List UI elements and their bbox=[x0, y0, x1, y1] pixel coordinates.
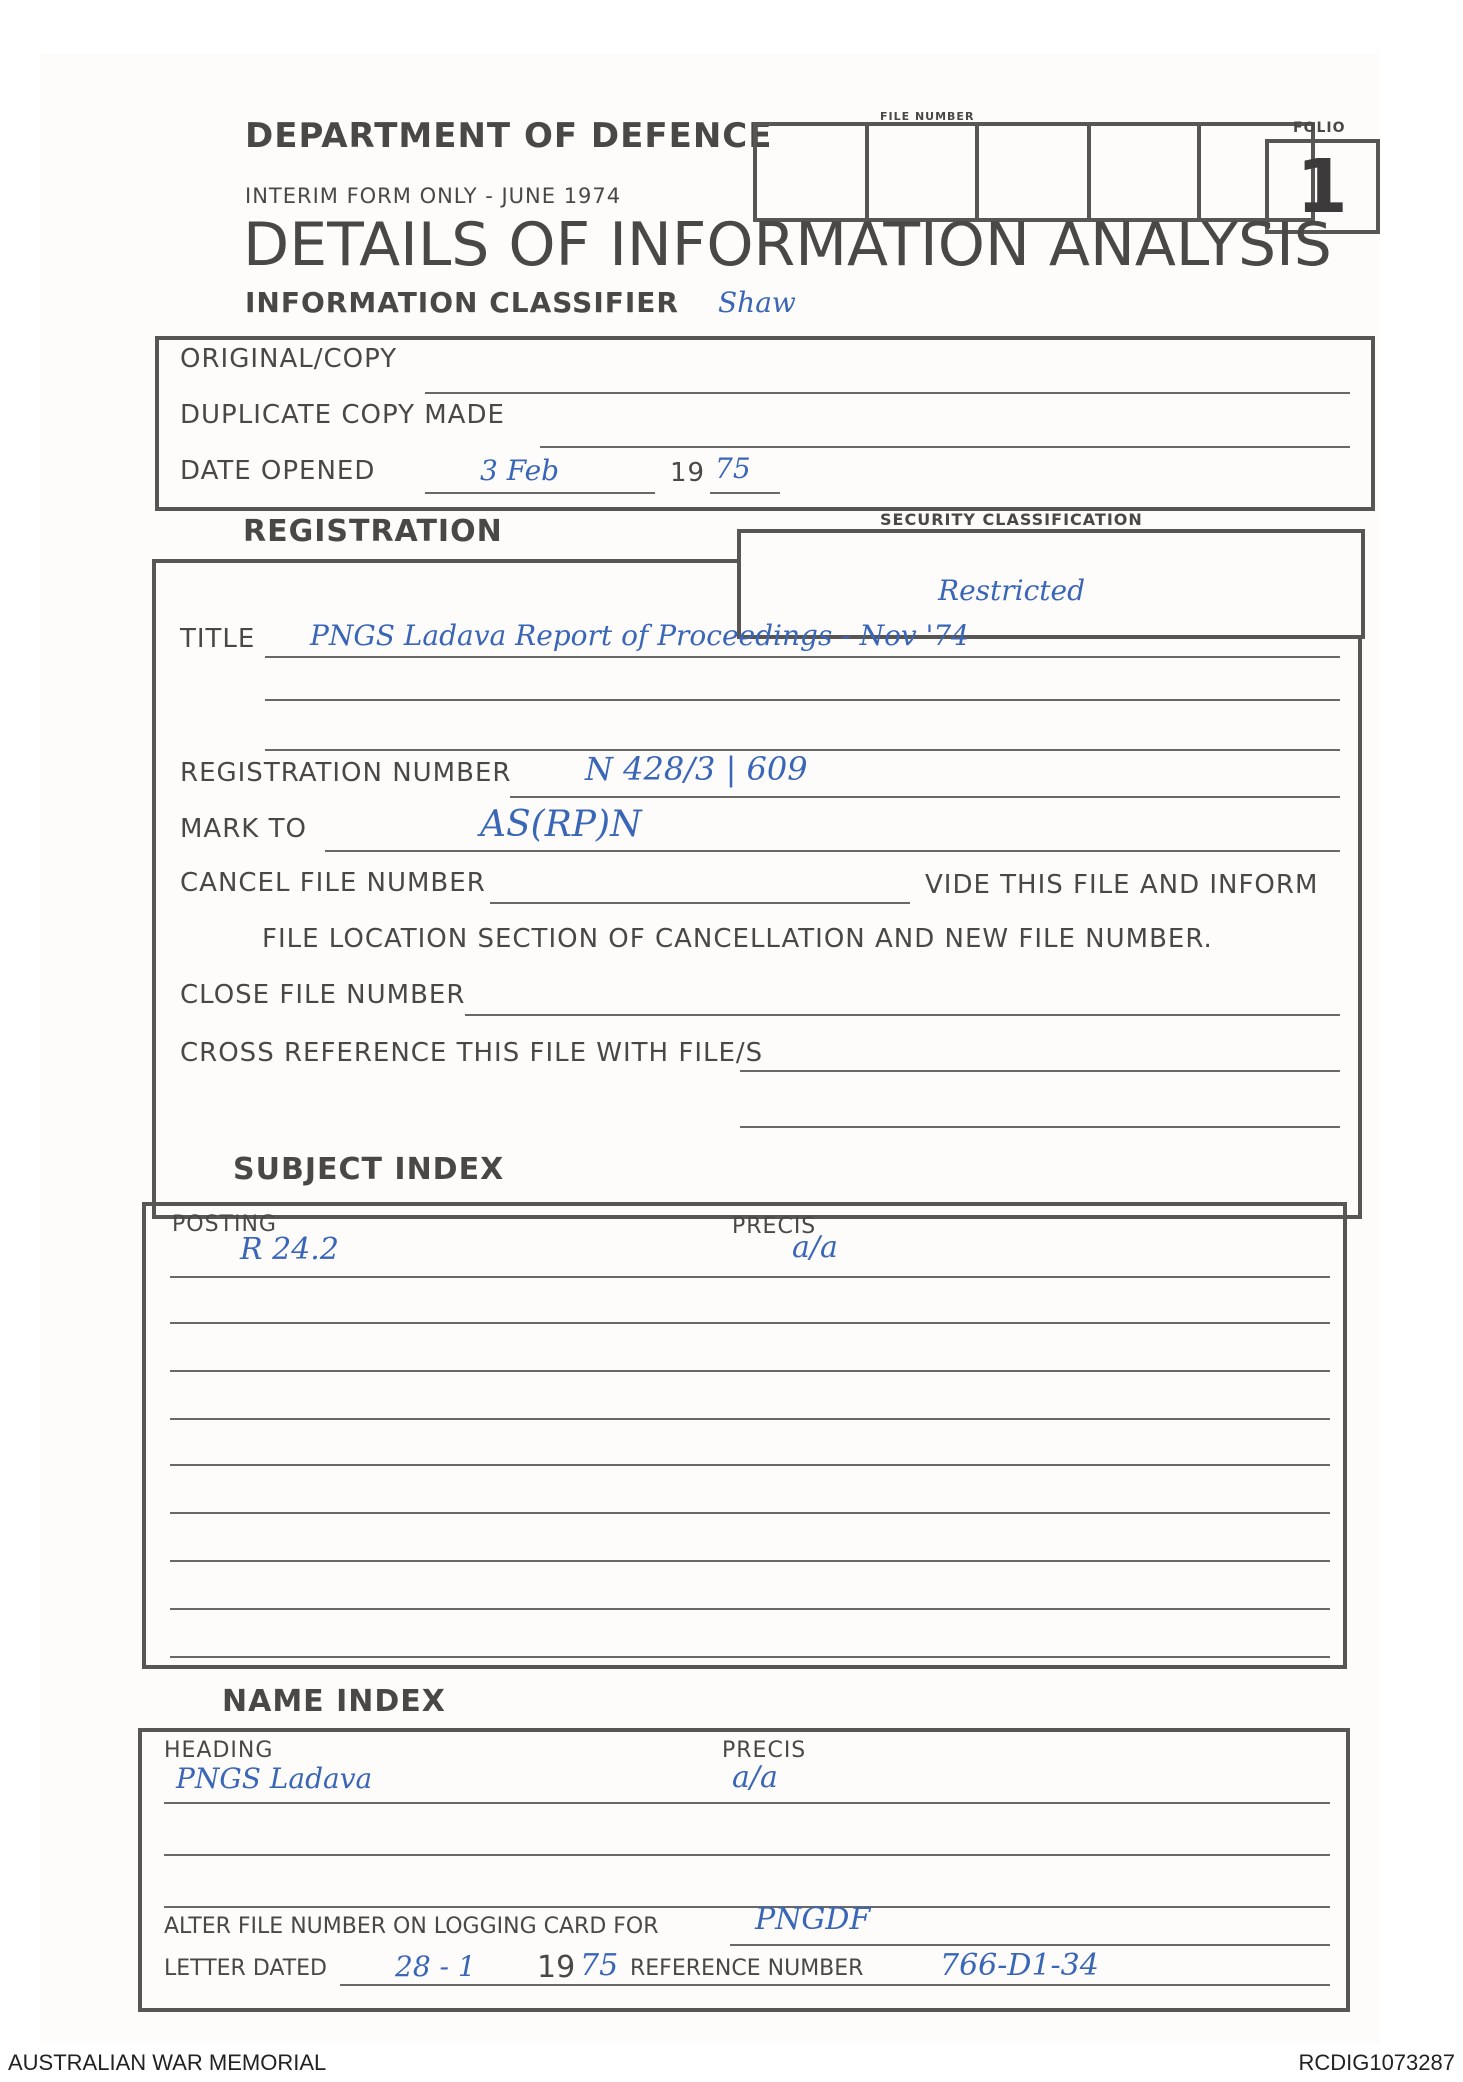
classifier-label: INFORMATION CLASSIFIER bbox=[245, 286, 679, 319]
year-value: 75 bbox=[715, 452, 751, 485]
date-opened-value: 3 Feb bbox=[480, 454, 560, 487]
date-opened-label: DATE OPENED bbox=[180, 456, 376, 486]
mark-to-value: AS(RP)N bbox=[480, 804, 642, 845]
cancel-file-label: CANCEL FILE NUMBER bbox=[180, 868, 486, 898]
footer-source: AUSTRALIAN WAR MEMORIAL bbox=[8, 2050, 327, 2075]
form-sheet bbox=[40, 54, 1380, 2044]
alter-file-label: ALTER FILE NUMBER ON LOGGING CARD FOR bbox=[164, 1914, 659, 1939]
subject-precis-value: a/a bbox=[792, 1230, 838, 1265]
file-number-label: FILE NUMBER bbox=[880, 110, 975, 123]
year-prefix: 19 bbox=[670, 458, 706, 488]
letter-year-prefix: 19 bbox=[537, 1950, 576, 1985]
subject-index-heading: SUBJECT INDEX bbox=[233, 1152, 505, 1187]
reference-number-value: 766-D1-34 bbox=[940, 1948, 1099, 1983]
security-value: Restricted bbox=[938, 574, 1086, 607]
department-heading: DEPARTMENT OF DEFENCE bbox=[245, 116, 773, 156]
reference-number-label: REFERENCE NUMBER bbox=[630, 1956, 864, 1981]
cancel-file-suffix: VIDE THIS FILE AND INFORM bbox=[925, 870, 1319, 900]
security-label: SECURITY CLASSIFICATION bbox=[880, 510, 1143, 529]
name-precis-value: a/a bbox=[732, 1760, 778, 1795]
classifier-value: Shaw bbox=[718, 286, 796, 319]
heading-label: HEADING bbox=[164, 1738, 274, 1763]
registration-number-label: REGISTRATION NUMBER bbox=[180, 758, 512, 788]
name-index-heading: NAME INDEX bbox=[222, 1684, 446, 1719]
title-label: TITLE bbox=[180, 624, 256, 654]
registration-heading: REGISTRATION bbox=[243, 514, 503, 549]
duplicate-copy-label: DUPLICATE COPY MADE bbox=[180, 400, 505, 430]
mark-to-label: MARK TO bbox=[180, 814, 307, 844]
folio-number: 1 bbox=[1296, 144, 1349, 230]
alter-file-value: PNGDF bbox=[755, 1902, 871, 1937]
footer-id: RCDIG1073287 bbox=[1298, 2050, 1455, 2075]
form-title: DETAILS OF INFORMATION ANALYSIS bbox=[243, 210, 1332, 280]
letter-dated-label: LETTER DATED bbox=[164, 1956, 328, 1981]
cancel-file-instruction: FILE LOCATION SECTION OF CANCELLATION AND NEW FILE NUMBER. bbox=[262, 924, 1213, 954]
interim-note: INTERIM FORM ONLY - JUNE 1974 bbox=[245, 184, 622, 208]
heading-value: PNGS Ladava bbox=[176, 1762, 373, 1795]
letter-dated-value: 28 - 1 bbox=[395, 1950, 476, 1983]
cross-reference-label: CROSS REFERENCE THIS FILE WITH FILE/S bbox=[180, 1038, 764, 1068]
folio-label: FOLIO bbox=[1293, 120, 1346, 136]
subject-precis-label: PRECIS bbox=[732, 1214, 817, 1239]
original-copy-label: ORIGINAL/COPY bbox=[180, 344, 398, 374]
title-value: PNGS Ladava Report of Proceedings - Nov '74 bbox=[310, 619, 969, 652]
subject-index-box bbox=[142, 1202, 1347, 1669]
registration-number-value: N 428/3 | 609 bbox=[585, 750, 808, 788]
posting-value: R 24.2 bbox=[240, 1232, 339, 1267]
name-precis-label: PRECIS bbox=[722, 1738, 807, 1763]
file-number-boxes bbox=[753, 122, 1315, 222]
posting-label: POSTING bbox=[172, 1212, 277, 1237]
letter-year-value: 75 bbox=[580, 1948, 619, 1983]
close-file-label: CLOSE FILE NUMBER bbox=[180, 980, 466, 1010]
